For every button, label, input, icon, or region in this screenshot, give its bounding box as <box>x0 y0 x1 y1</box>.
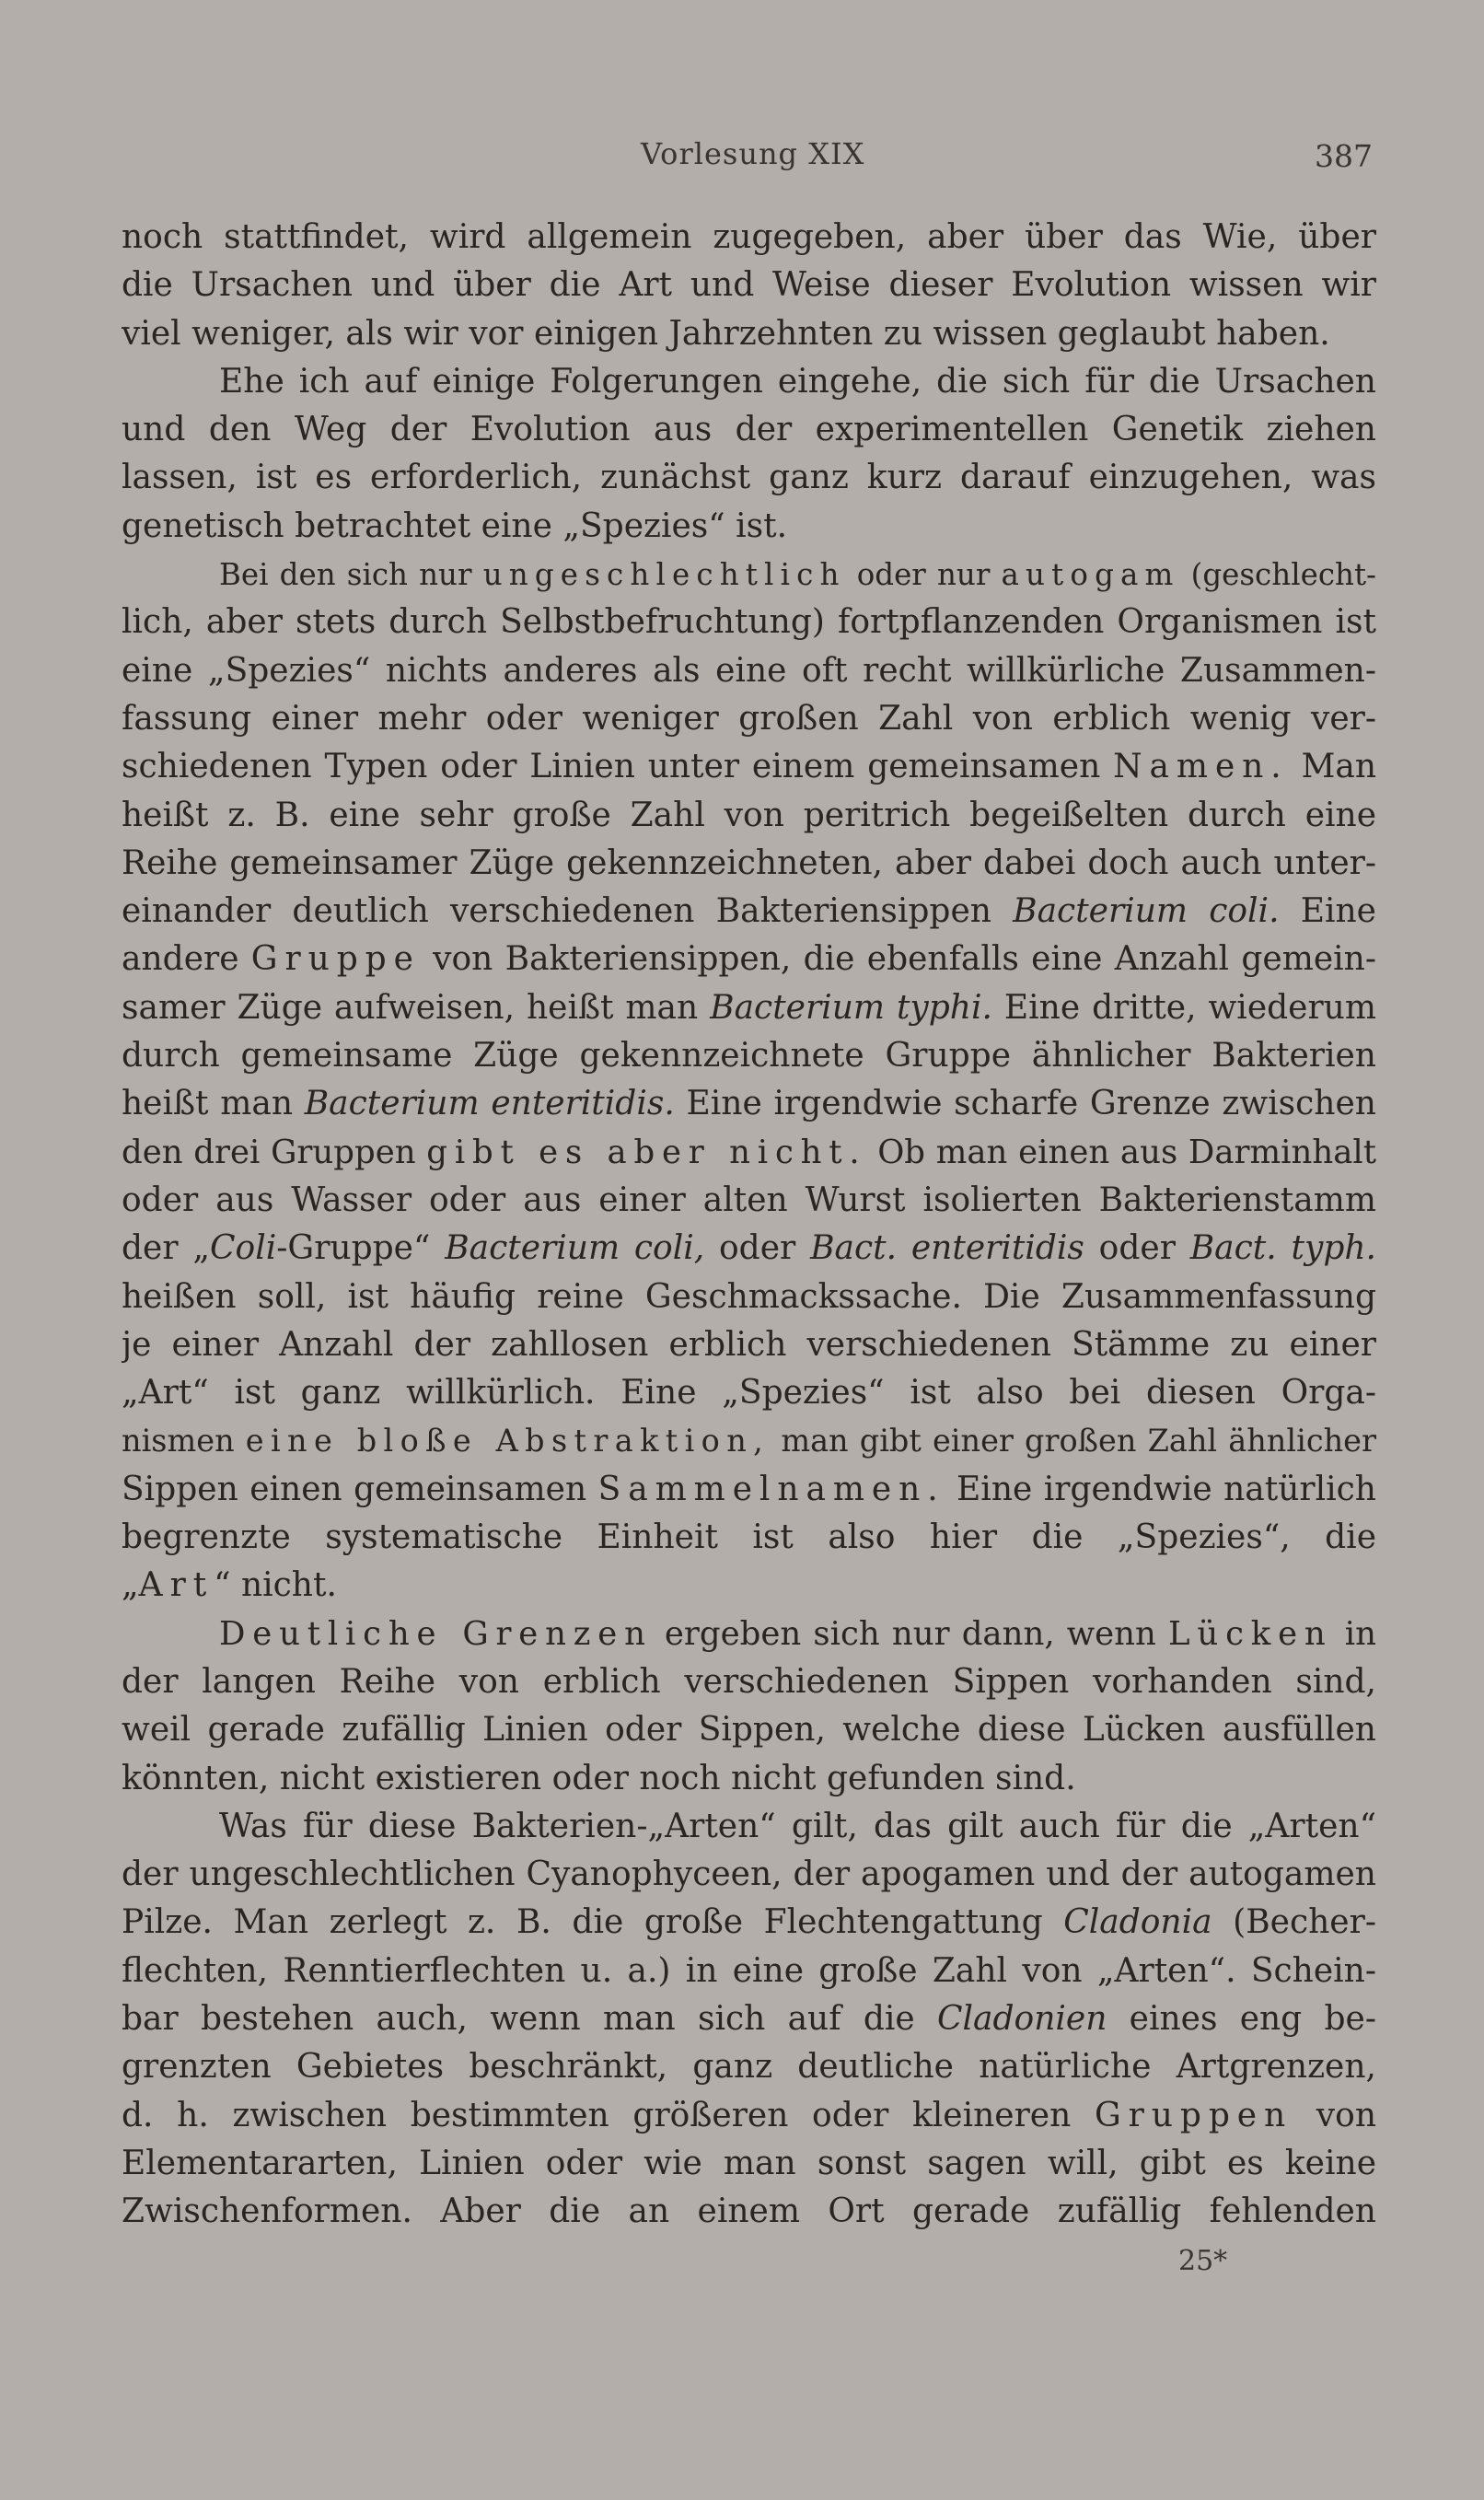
text-line <box>122 503 1376 551</box>
text-line <box>122 454 1376 502</box>
text-segment: Ehe ich auf einige Folgerungen eingehe, die sich für die Ursachen <box>219 362 1376 401</box>
spaced-text: Gruppen <box>1094 2096 1293 2134</box>
italic-text: Bact. typh. <box>1189 1229 1376 1268</box>
text-line <box>122 647 1376 695</box>
spaced-text: Lücken <box>1168 1614 1333 1653</box>
text-segment: ergeben sich nur dann, wenn <box>652 1614 1169 1653</box>
text-segment: begrenzte systematische Einheit ist also hier die „Spezies“, die <box>122 1518 1376 1557</box>
italic-text: Coli <box>210 1229 277 1268</box>
text-line <box>122 1706 1376 1754</box>
text-line <box>122 743 1376 791</box>
text-segment: schiedenen Typen oder Linien unter einem gemeinsamen <box>122 748 1114 786</box>
text-segment: grenzten Gebietes beschränkt, ganz deutliche natürliche Artgrenzen, <box>122 2048 1376 2087</box>
text-line <box>122 1466 1376 1514</box>
text-segment: und den Weg der Evolution aus der experimentellen Genetik ziehen <box>122 411 1376 449</box>
spaced-text: eine bloße Abstraktion, <box>245 1423 771 1459</box>
text-line <box>122 1755 1376 1803</box>
text-segment: Ob man einen aus Darminhalt <box>866 1133 1376 1171</box>
text-segment: die Ursachen und über die Art und Weise dieser Evolution wissen wir <box>122 266 1376 305</box>
text-segment: nismen <box>122 1423 246 1459</box>
text-segment: man gibt einer großen Zahl ähnlicher <box>770 1423 1376 1459</box>
text-segment: Man <box>1288 748 1376 786</box>
text-line <box>122 358 1376 406</box>
italic-text: Bacterium typhi. <box>710 988 992 1027</box>
text-line <box>122 2140 1376 2188</box>
text-segment: -Gruppe“ <box>276 1229 446 1268</box>
text-segment: je einer Anzahl der zahllosen erblich verschiedenen Stämme zu einer <box>122 1325 1376 1364</box>
page-number: 387 <box>1315 138 1373 174</box>
text-line <box>122 1610 1376 1658</box>
running-head <box>0 136 1484 182</box>
text-line <box>122 1321 1376 1369</box>
spaced-text: Namen. <box>1113 748 1289 786</box>
text-segment: „Art“ ist ganz willkürlich. Eine „Spezies“ ist also bei diesen Orga- <box>122 1374 1376 1413</box>
text-segment: fassung einer mehr oder weniger großen Zahl von erblich wenig ver- <box>122 699 1376 738</box>
text-line <box>122 262 1376 309</box>
text-segment: „ <box>122 1566 139 1605</box>
printer-signature: 25* <box>1178 2245 1228 2277</box>
text-segment: oder <box>704 1229 811 1268</box>
italic-text: Bacterium coli. <box>1013 892 1280 931</box>
text-line <box>122 1948 1376 1995</box>
text-line <box>122 214 1376 262</box>
text-segment: von Bakteriensippen, die ebenfalls eine Anzahl gemein- <box>420 940 1376 979</box>
italic-text: Bacterium enteritidis. <box>304 1085 675 1123</box>
text-segment: oder <box>1084 1229 1190 1268</box>
text-segment: Pilze. Man zerlegt z. B. die große Flechtengattung <box>122 1903 1064 1942</box>
text-line <box>122 1803 1376 1851</box>
text-line <box>122 2188 1376 2236</box>
text-line <box>122 1514 1376 1562</box>
text-line <box>122 840 1376 888</box>
text-line <box>122 1851 1376 1899</box>
text-segment: andere <box>122 940 251 979</box>
spaced-text: Sammelnamen. <box>597 1470 945 1508</box>
italic-text: Bact. enteritidis <box>810 1229 1084 1268</box>
text-segment: heißt man <box>122 1085 305 1123</box>
text-segment: bar bestehen auch, wenn man sich auf die <box>122 1999 937 2038</box>
text-segment: Elementararten, Linien oder wie man sonst sagen will, gibt es keine <box>122 2144 1376 2182</box>
text-segment: Was für diese Bakterien-„Arten“ gilt, das gilt auch für die „Arten“ <box>219 1807 1376 1845</box>
body-text <box>122 214 1376 2236</box>
text-segment: oder nur <box>845 557 1002 593</box>
text-line <box>122 406 1376 454</box>
text-segment: flechten, Renntierflechten u. a.) in eine große Zahl von „Arten“. Schein- <box>122 1951 1376 1990</box>
running-title: Vorlesung XIX <box>641 136 865 171</box>
text-line <box>122 984 1376 1032</box>
text-segment: heißen soll, ist häufig reine Geschmackssache. Die Zusammenfassung <box>122 1277 1376 1316</box>
text-line <box>122 1177 1376 1225</box>
text-line <box>122 792 1376 840</box>
text-segment: (Becher- <box>1212 1903 1376 1942</box>
text-line <box>122 936 1376 983</box>
text-segment: viel weniger, als wir vor einigen Jahrzehnten zu wissen geglaubt haben. <box>122 314 1330 353</box>
text-line <box>122 1562 1376 1610</box>
text-segment: von <box>1293 2096 1376 2134</box>
text-line <box>122 599 1376 646</box>
text-line <box>122 1899 1376 1947</box>
italic-text: Cladonien <box>936 1999 1107 2038</box>
spaced-text: Gruppe <box>250 940 421 979</box>
text-segment: d. h. zwischen bestimmten größeren oder kleineren <box>122 2096 1095 2134</box>
spaced-text: Art <box>138 1566 214 1605</box>
text-segment: der langen Reihe von erblich verschiedenen Sippen vorhanden sind, <box>122 1662 1376 1701</box>
text-line <box>122 1080 1376 1128</box>
text-segment: eine „Spezies“ nichts anderes als eine oft recht willkürliche Zusammen- <box>122 651 1376 690</box>
text-line <box>122 1129 1376 1177</box>
text-segment: lassen, ist es erforderlich, zunächst ganz kurz darauf einzugehen, was <box>122 459 1376 497</box>
text-segment: in <box>1332 1614 1376 1653</box>
text-segment: heißt z. B. eine sehr große Zahl von peritrich begeißelten durch eine <box>122 796 1376 834</box>
text-line <box>122 1658 1376 1706</box>
text-segment: (geschlecht- <box>1179 557 1376 593</box>
text-segment: eines eng be- <box>1107 1999 1376 2038</box>
text-line <box>122 1369 1376 1417</box>
text-segment: lich, aber stets durch Selbstbefruchtung) fortpflanzenden Organismen ist <box>122 603 1376 642</box>
text-segment: noch stattfindet, wird allgemein zugegeben, aber über das Wie, über <box>122 218 1376 256</box>
text-segment: Bei den sich nur <box>219 557 483 593</box>
text-line <box>122 1273 1376 1321</box>
text-line <box>122 1417 1376 1465</box>
text-segment: könnten, nicht existieren oder noch nicht gefunden sind. <box>122 1759 1076 1797</box>
text-segment: der „ <box>122 1229 211 1268</box>
text-segment: Sippen einen gemeinsamen <box>122 1470 598 1508</box>
spaced-text: ungeschlechtlich <box>482 557 846 593</box>
text-segment: genetisch betrachtet eine „Spezies“ ist. <box>122 506 788 545</box>
spaced-text: Deutliche Grenzen <box>219 1614 653 1653</box>
text-line <box>122 2092 1376 2140</box>
text-segment: einander deutlich verschiedenen Bakteriensippen <box>122 892 1014 931</box>
text-line <box>122 551 1376 599</box>
italic-text: Bacterium coli, <box>445 1229 705 1268</box>
spaced-text: gibt es aber nicht. <box>426 1133 867 1171</box>
text-segment: “ nicht. <box>214 1566 337 1605</box>
text-line <box>122 695 1376 743</box>
spaced-text: autogam <box>1001 557 1180 593</box>
text-line <box>122 888 1376 936</box>
text-line <box>122 1225 1376 1273</box>
text-segment: Eine dritte, wiederum <box>991 988 1376 1027</box>
text-segment: samer Züge aufweisen, heißt man <box>122 988 711 1027</box>
text-line <box>122 1995 1376 2043</box>
text-line <box>122 2043 1376 2091</box>
text-segment: Eine irgendwie natürlich <box>945 1470 1376 1508</box>
text-segment: Eine irgendwie scharfe Grenze zwischen <box>674 1085 1376 1123</box>
italic-text: Cladonia <box>1063 1903 1212 1942</box>
text-segment: Zwischenformen. Aber die an einem Ort gerade zufällig fehlenden <box>122 2192 1376 2231</box>
text-segment: oder aus Wasser oder aus einer alten Wurst isolierten Bakterienstamm <box>122 1180 1376 1219</box>
text-line <box>122 1032 1376 1080</box>
text-segment: der ungeschlechtlichen Cyanophyceen, der apogamen und der autogamen <box>122 1855 1376 1894</box>
text-segment: weil gerade zufällig Linien oder Sippen, welche diese Lücken ausfüllen <box>122 1711 1376 1750</box>
text-segment: Reihe gemeinsamer Züge gekennzeichneten, aber dabei doch auch unter- <box>122 843 1376 882</box>
text-segment: Eine <box>1279 892 1376 931</box>
text-line <box>122 310 1376 358</box>
text-segment: den drei Gruppen <box>122 1133 427 1171</box>
text-segment: durch gemeinsame Züge gekennzeichnete Gruppe ähnlicher Bakterien <box>122 1037 1376 1076</box>
